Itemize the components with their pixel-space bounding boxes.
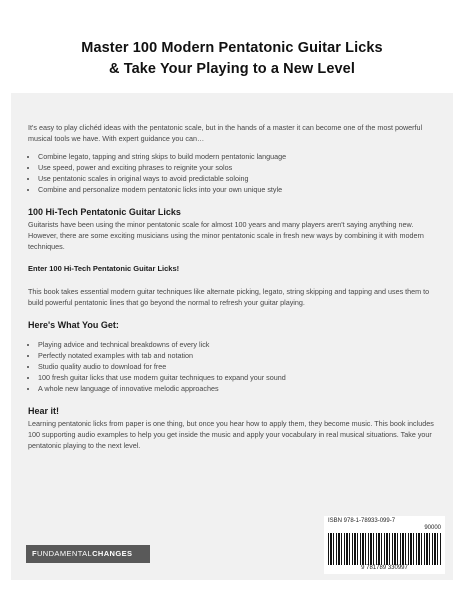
list-item: • Combine and personalize modern pentatonic licks into your own unique style (38, 184, 440, 195)
header (0, 0, 464, 93)
section-heading: Hear it! (28, 406, 60, 416)
isbn-label: ISBN 978-1-78933-099-7 (328, 518, 396, 524)
intro-paragraph: It's easy to play clichéd ideas with the pentatonic scale, but in the hands of a master it can become one of the most powerful musical tools we have. With expert guidance you can… (28, 123, 423, 143)
logo-letter: F (32, 549, 37, 558)
title-line-2: & Take Your Playing to a New Level (109, 61, 355, 77)
barcode-bars (328, 533, 441, 565)
logo-text-1: UNDAMENTAL (36, 549, 93, 558)
paragraph: Guitarists have been using the minor pentatonic scale for almost 100 years and many players aren't saying anything new. However, there are some exciting musicians using the minor pentatonic scale in fresh new ways by combining it with modern techniques. (28, 220, 424, 251)
paragraph: This book takes essential modern guitar techniques like alternate picking, legato, string skipping and tapping and uses them to build powerful pentatonic lines that go beyond the normal to refresh your guitar playing. (28, 287, 430, 307)
logo-text-2: CHANGES (92, 549, 133, 558)
publisher-logo (26, 545, 150, 563)
title-line-1: Master 100 Modern Pentatonic Guitar Licks (81, 40, 383, 56)
benefits-list (28, 151, 440, 195)
list-item: • A whole new language of innovative melodic approaches (38, 383, 440, 394)
list-item: • Playing advice and technical breakdowns of every lick (38, 339, 440, 350)
description-content (28, 100, 440, 451)
list-item: • Studio quality audio to download for free (38, 361, 440, 372)
list-item: • 100 fresh guitar licks that use modern guitar techniques to expand your sound (38, 372, 440, 383)
price-code: 90000 (424, 525, 441, 531)
barcode (324, 516, 445, 574)
section-heading: 100 Hi-Tech Pentatonic Guitar Licks (28, 207, 181, 217)
book-title (0, 38, 464, 80)
list-item: • Use pentatonic scales in original ways to avoid predictable soloing (38, 173, 440, 184)
paragraph: Learning pentatonic licks from paper is one thing, but once you hear how to apply them, they become music. This book includes 100 supporting audio examples to help you get inside the music and apply your vocabulary in real musical situations. Take your pentatonic playing to the next level. (28, 419, 434, 450)
list-item: • Use speed, power and exciting phrases to reignite your solos (38, 162, 440, 173)
list-item: • Combine legato, tapping and string skips to build modern pentatonic language (38, 151, 440, 162)
features-list (28, 339, 440, 394)
section-heading: Here's What You Get: (28, 320, 119, 330)
footer (11, 508, 453, 580)
barcode-number: 9 781789 330997 (361, 565, 408, 571)
enter-line: Enter 100 Hi-Tech Pentatonic Guitar Licks! (28, 264, 180, 273)
list-item: • Perfectly notated examples with tab and notation (38, 350, 440, 361)
